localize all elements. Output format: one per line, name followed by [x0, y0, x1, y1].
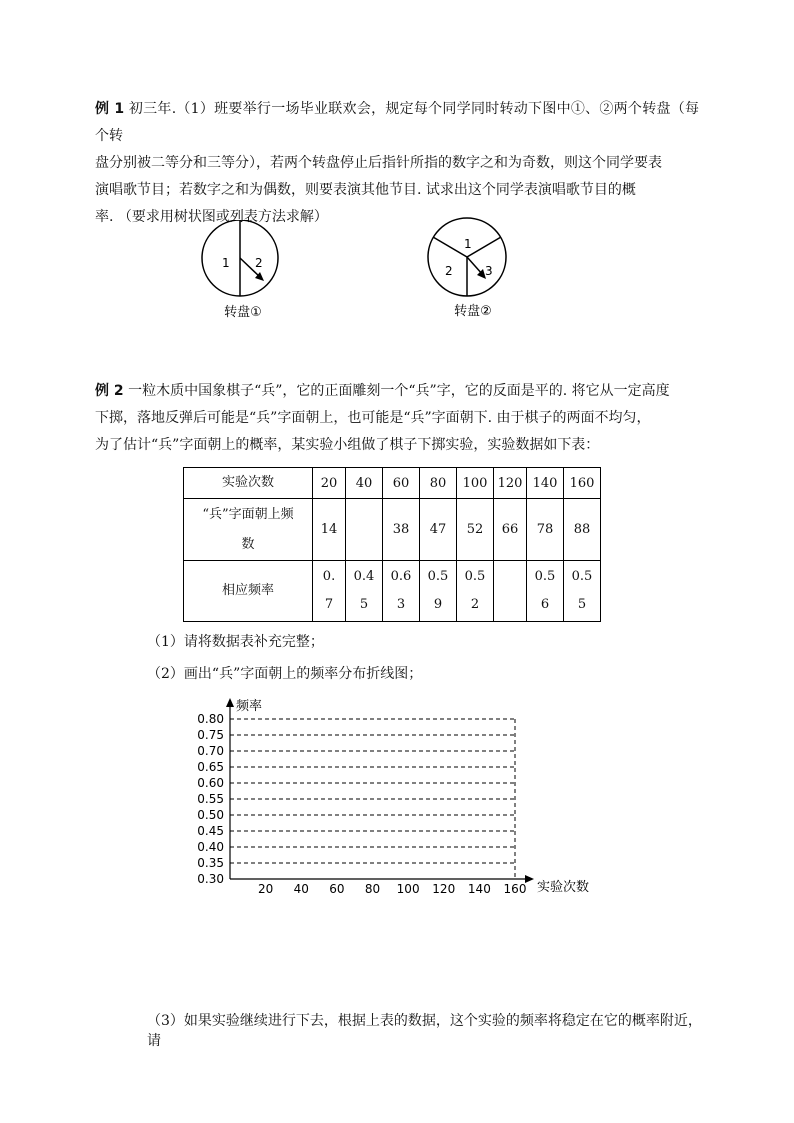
spinner2-section-3: 3: [485, 264, 493, 278]
table-cell: 0.5 6: [527, 561, 564, 622]
spinner2-section-2: 2: [445, 264, 453, 278]
y-tick-label: 0.70: [197, 744, 224, 758]
table-cell: 80: [420, 468, 457, 499]
chart-grid: [230, 719, 515, 879]
example1-text: [95, 96, 699, 231]
example1-line: 盘分别被二等分和三等分），若两个转盘停止后指针所指的数字之和为奇数，则这个同学要表: [95, 155, 662, 171]
example1-label: 例 1: [95, 101, 125, 117]
x-tick-label: 40: [293, 882, 309, 896]
table-cell: 66: [494, 499, 527, 561]
example1-line: 演唱歌节目；若数字之和为偶数，则要表演其他节目. 试求出这个同学表演唱歌节目的概: [95, 182, 636, 198]
y-axis-arrow: [226, 698, 234, 707]
x-tick-label: 80: [364, 882, 381, 896]
table-row: [184, 468, 601, 499]
y-tick-label: 0.65: [197, 760, 224, 774]
experiment-table: [183, 467, 601, 622]
spinner2-section-1: 1: [464, 237, 472, 251]
example2-line: 下掷，落地反弹后可能是“兵”字面朝上，也可能是“兵”字面朝下. 由于棋子的两面不均匀，: [95, 410, 651, 426]
table-cell: 60: [383, 468, 420, 499]
table-cell: 0.5 5: [564, 561, 601, 622]
spinner2-divider: [433, 237, 467, 257]
example2-text: [95, 378, 699, 459]
table-cell: 20: [313, 468, 346, 499]
y-tick-label: 0.55: [197, 792, 224, 806]
frequency-chart: [190, 698, 610, 898]
x-tick-label: 60: [329, 882, 345, 896]
table-cell: 38: [383, 499, 420, 561]
table-cell: [346, 499, 383, 561]
table-cell: 88: [564, 499, 601, 561]
spinner1-caption: 转盘①: [224, 305, 262, 320]
table-cell: [494, 561, 527, 622]
table-row: [184, 561, 601, 622]
table-row: [184, 499, 601, 561]
question-2: （2）画出“兵”字面朝上的频率分布折线图；: [147, 666, 423, 682]
x-tick-label: 160: [503, 882, 527, 896]
table-cell: 160: [564, 468, 601, 499]
y-tick-label: 0.35: [197, 856, 224, 870]
example1-line: 率. （要求用树状图或列表方法求解）: [95, 209, 328, 225]
y-tick-label: 0.30: [197, 872, 224, 886]
table-cell: 0.6 3: [383, 561, 420, 622]
spinner1-figure: [195, 220, 295, 330]
x-tick-label: 20: [257, 882, 274, 896]
example2-label: 例 2: [95, 383, 124, 399]
table-cell: 0.5 2: [457, 561, 494, 622]
table-cell: 100: [457, 468, 494, 499]
y-tick-label: 0.60: [197, 776, 224, 790]
table-cell: 78: [527, 499, 564, 561]
example2-line: 为了估计“兵”字面朝上的概率，某实验小组做了棋子下掷实验，实验数据如下表：: [95, 437, 600, 453]
spinner1-section-1: 1: [222, 256, 230, 270]
y-axis-label: 频率: [236, 699, 263, 714]
spinner2-divider: [467, 237, 501, 257]
example2-line: 例 2 一粒木质中国象棋子“兵”，它的正面雕刻一个“兵”字，它的反面是平的. 将它从一定高度: [95, 383, 670, 399]
y-tick-label: 0.75: [197, 728, 224, 742]
row-label-counts: “兵”字面朝上频 数: [184, 499, 313, 561]
table-cell: 40: [346, 468, 383, 499]
row-label-frequency: 相应频率: [184, 561, 313, 622]
spinner1-section-2: 2: [255, 256, 263, 270]
example1-line: 例 1 初三年.（1）班要举行一场毕业联欢会，规定每个同学同时转动下图中①、②两个转盘（每个转: [95, 101, 700, 144]
row-label-trials: 实验次数: [184, 468, 313, 499]
table-cell: 52: [457, 499, 494, 561]
table-cell: 0. 7: [313, 561, 346, 622]
x-tick-label: 140: [467, 882, 491, 896]
table-cell: 140: [527, 468, 564, 499]
table-cell: 14: [313, 499, 346, 561]
y-tick-label: 0.50: [197, 808, 224, 822]
table-cell: 0.5 9: [420, 561, 457, 622]
chart-axes: [226, 698, 534, 883]
spinner2-caption: 转盘②: [454, 304, 492, 319]
y-tick-label: 0.45: [197, 824, 224, 838]
x-axis-label: 实验次数: [537, 880, 590, 895]
question-1: （1）请将数据表补充完整；: [147, 634, 324, 650]
chart-labels: [197, 698, 589, 896]
table-cell: 47: [420, 499, 457, 561]
table-cell: 0.4 5: [346, 561, 383, 622]
table-cell: 120: [494, 468, 527, 499]
y-tick-label: 0.40: [197, 840, 224, 854]
spinner2-figure: [425, 215, 535, 325]
x-tick-label: 120: [432, 882, 456, 896]
y-tick-label: 0.80: [197, 712, 224, 726]
question-3: （3）如果实验继续进行下去，根据上表的数据，这个实验的频率将稳定在它的概率附近，请: [147, 1013, 702, 1049]
x-tick-label: 100: [396, 882, 420, 896]
